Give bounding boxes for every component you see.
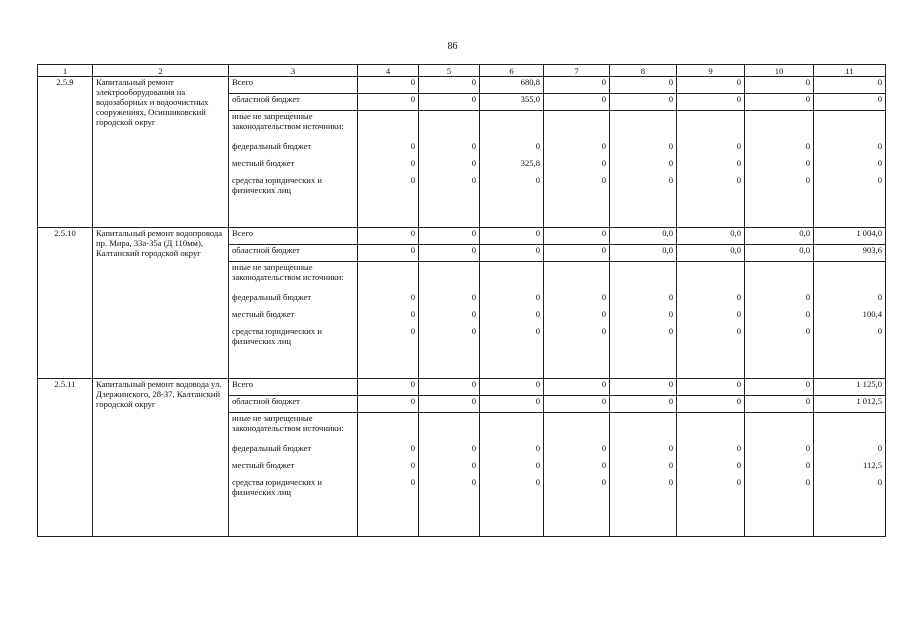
spacer (680, 262, 741, 292)
value-total: 0 (814, 77, 886, 94)
spacer (817, 262, 882, 292)
value-block (814, 262, 886, 379)
value-legal: 0 (668, 326, 673, 336)
value-regional: 0 (610, 94, 677, 111)
item-name: Капитальный ремонт электрооборудования на водозаборных и водоочистных сооружениях, Осинниковский городской округ (93, 77, 229, 228)
label-other-sources: иные не запрещенные законодательством источники: (232, 413, 344, 433)
value-legal: 0 (668, 477, 673, 487)
header-col-1: 1 (38, 65, 93, 77)
value-block (358, 413, 419, 537)
header-col-8: 8 (610, 65, 677, 77)
item-code: 2.5.10 (38, 228, 93, 379)
spacer (817, 111, 882, 141)
label-regional: областной бюджет (229, 94, 358, 111)
spacer (422, 413, 476, 443)
item-code: 2.5.9 (38, 77, 93, 228)
label-total: Всего (229, 228, 358, 245)
value-total: 0 (677, 77, 745, 94)
value-legal: 0 (877, 175, 882, 185)
spacer (361, 262, 415, 292)
value-block (745, 111, 814, 228)
value-federal: 0 (601, 141, 606, 151)
value-local: 0 (805, 158, 810, 168)
label-total: Всего (229, 379, 358, 396)
value-total: 0 (677, 379, 745, 396)
spacer (422, 262, 476, 292)
label-federal: федеральный бюджет (232, 292, 312, 302)
value-regional: 0 (480, 245, 544, 262)
value-regional: 0 (419, 245, 480, 262)
value-legal: 0 (471, 477, 476, 487)
value-legal: 0 (410, 477, 415, 487)
header-col-6: 6 (480, 65, 544, 77)
value-block (419, 413, 480, 537)
value-local: 0 (736, 460, 741, 470)
spacer (680, 413, 741, 443)
value-total: 0 (544, 228, 610, 245)
value-legal: 0 (410, 175, 415, 185)
value-federal: 0 (410, 443, 415, 453)
value-local: 0 (601, 158, 606, 168)
value-legal: 0 (736, 326, 741, 336)
spacer (748, 413, 810, 443)
row-total (38, 77, 886, 94)
header-col-9: 9 (677, 65, 745, 77)
header-col-5: 5 (419, 65, 480, 77)
spacer (422, 111, 476, 141)
value-local: 0 (736, 309, 741, 319)
value-federal: 0 (668, 443, 673, 453)
header-col-10: 10 (745, 65, 814, 77)
label-federal: федеральный бюджет (232, 443, 312, 453)
value-legal: 0 (471, 326, 476, 336)
value-legal: 0 (877, 326, 882, 336)
value-local: 0 (668, 158, 673, 168)
value-total: 1 125,0 (814, 379, 886, 396)
value-block (544, 111, 610, 228)
value-local: 100,4 (862, 309, 882, 319)
spacer (361, 413, 415, 443)
label-local: местный бюджет (232, 158, 295, 168)
label-legal: средства юридических и физических лиц (232, 477, 322, 497)
value-total: 0 (419, 379, 480, 396)
value-regional: 0 (745, 94, 814, 111)
value-legal: 0 (535, 477, 540, 487)
value-block (480, 111, 544, 228)
value-regional: 0 (358, 396, 419, 413)
spacer (483, 262, 540, 292)
value-block (358, 111, 419, 228)
value-local: 0 (736, 158, 741, 168)
value-block (745, 262, 814, 379)
value-total: 0 (480, 228, 544, 245)
header-col-11: 11 (814, 65, 886, 77)
value-legal: 0 (535, 175, 540, 185)
value-regional: 0 (419, 396, 480, 413)
budget-table (37, 64, 886, 537)
spacer (817, 413, 882, 443)
item-name: Капитальный ремонт водовода ул. Дзержинского, 28-37, Калтанский городской округ (93, 379, 229, 537)
value-regional: 0 (814, 94, 886, 111)
value-block (677, 262, 745, 379)
row-total (38, 228, 886, 245)
value-federal: 0 (805, 141, 810, 151)
spacer (361, 111, 415, 141)
spacer (547, 262, 606, 292)
value-total: 0 (544, 379, 610, 396)
value-federal: 0 (601, 292, 606, 302)
spacer (748, 262, 810, 292)
value-local: 112,5 (862, 460, 882, 470)
header-col-7: 7 (544, 65, 610, 77)
value-legal: 0 (805, 326, 810, 336)
spacer (613, 111, 673, 141)
value-block (358, 262, 419, 379)
value-total: 0 (745, 77, 814, 94)
value-block (745, 413, 814, 537)
value-total: 0 (480, 379, 544, 396)
value-regional: 0 (677, 396, 745, 413)
value-block (544, 413, 610, 537)
value-local: 0 (471, 309, 476, 319)
value-regional: 1 012,5 (814, 396, 886, 413)
value-block (480, 262, 544, 379)
value-block (610, 413, 677, 537)
value-local: 0 (668, 309, 673, 319)
spacer (547, 413, 606, 443)
value-federal: 0 (410, 141, 415, 151)
label-legal: средства юридических и физических лиц (232, 175, 322, 195)
value-local: 0 (805, 309, 810, 319)
value-block (610, 111, 677, 228)
value-total: 0 (419, 77, 480, 94)
value-legal: 0 (471, 175, 476, 185)
value-federal: 0 (471, 443, 476, 453)
value-legal: 0 (601, 326, 606, 336)
value-local: 0 (805, 460, 810, 470)
value-regional: 0 (358, 94, 419, 111)
header-col-3: 3 (229, 65, 358, 77)
value-legal: 0 (535, 326, 540, 336)
value-local: 0 (410, 158, 415, 168)
label-block (229, 262, 358, 379)
item-code: 2.5.11 (38, 379, 93, 537)
value-total: 0,0 (610, 228, 677, 245)
value-block (677, 413, 745, 537)
value-local: 0 (471, 460, 476, 470)
label-total: Всего (229, 77, 358, 94)
value-local: 0 (601, 460, 606, 470)
spacer (483, 413, 540, 443)
spacer (613, 413, 673, 443)
spacer (748, 111, 810, 141)
value-block (677, 111, 745, 228)
spacer (483, 111, 540, 141)
spacer (547, 111, 606, 141)
value-local: 0 (535, 460, 540, 470)
value-federal: 0 (535, 443, 540, 453)
value-regional: 0 (544, 94, 610, 111)
value-federal: 0 (601, 443, 606, 453)
value-block (814, 413, 886, 537)
value-total: 0 (358, 228, 419, 245)
value-regional: 0 (419, 94, 480, 111)
value-total: 0 (610, 77, 677, 94)
value-federal: 0 (668, 141, 673, 151)
value-federal: 0 (535, 292, 540, 302)
value-legal: 0 (736, 175, 741, 185)
value-block (419, 262, 480, 379)
value-block (814, 111, 886, 228)
value-local: 0 (410, 460, 415, 470)
value-total: 0 (745, 379, 814, 396)
header-col-4: 4 (358, 65, 419, 77)
value-regional: 0 (358, 245, 419, 262)
label-local: местный бюджет (232, 309, 295, 319)
value-block (544, 262, 610, 379)
value-legal: 0 (805, 477, 810, 487)
value-total: 0 (358, 379, 419, 396)
value-federal: 0 (410, 292, 415, 302)
page-number: 86 (447, 41, 458, 52)
value-regional: 0 (480, 396, 544, 413)
value-legal: 0 (601, 175, 606, 185)
value-local: 0 (877, 158, 882, 168)
value-federal: 0 (736, 443, 741, 453)
value-total: 1 004,0 (814, 228, 886, 245)
label-regional: областной бюджет (229, 396, 358, 413)
value-legal: 0 (668, 175, 673, 185)
label-block (229, 413, 358, 537)
value-federal: 0 (471, 141, 476, 151)
value-block (419, 111, 480, 228)
value-total: 0 (419, 228, 480, 245)
value-legal: 0 (410, 326, 415, 336)
label-other-sources: иные не запрещенные законодательством источники: (232, 111, 344, 131)
label-local: местный бюджет (232, 460, 295, 470)
value-federal: 0 (877, 443, 882, 453)
value-regional: 0 (544, 245, 610, 262)
label-legal: средства юридических и физических лиц (232, 326, 322, 346)
value-total: 0 (544, 77, 610, 94)
value-federal: 0 (668, 292, 673, 302)
value-regional: 0,0 (677, 245, 745, 262)
value-regional: 0 (745, 396, 814, 413)
value-legal: 0 (877, 477, 882, 487)
value-regional: 0 (610, 396, 677, 413)
header-row (38, 65, 886, 77)
value-regional: 355,0 (480, 94, 544, 111)
header-col-2: 2 (93, 65, 229, 77)
label-federal: федеральный бюджет (232, 141, 312, 151)
value-total: 0,0 (677, 228, 745, 245)
value-regional: 0 (544, 396, 610, 413)
value-local: 0 (535, 309, 540, 319)
row-total (38, 379, 886, 396)
value-federal: 0 (877, 292, 882, 302)
value-regional: 0,0 (745, 245, 814, 262)
value-block (610, 262, 677, 379)
label-regional: областной бюджет (229, 245, 358, 262)
value-block (480, 413, 544, 537)
value-legal: 0 (601, 477, 606, 487)
value-federal: 0 (535, 141, 540, 151)
value-federal: 0 (736, 141, 741, 151)
value-federal: 0 (805, 292, 810, 302)
value-regional: 903,6 (814, 245, 886, 262)
value-legal: 0 (805, 175, 810, 185)
value-local: 0 (668, 460, 673, 470)
value-local: 0 (471, 158, 476, 168)
value-federal: 0 (471, 292, 476, 302)
value-total: 0,0 (745, 228, 814, 245)
value-local: 325,8 (520, 158, 540, 168)
value-federal: 0 (805, 443, 810, 453)
value-total: 0 (610, 379, 677, 396)
value-federal: 0 (877, 141, 882, 151)
value-federal: 0 (736, 292, 741, 302)
value-regional: 0,0 (610, 245, 677, 262)
spacer (613, 262, 673, 292)
value-legal: 0 (736, 477, 741, 487)
label-other-sources: иные не запрещенные законодательством источники: (232, 262, 344, 282)
value-regional: 0 (677, 94, 745, 111)
spacer (680, 111, 741, 141)
value-local: 0 (410, 309, 415, 319)
value-total: 680,8 (480, 77, 544, 94)
item-name: Капитальный ремонт водопровода пр. Мира, 33а-35а (Д 110мм), Калтанский городской округ (93, 228, 229, 379)
value-local: 0 (601, 309, 606, 319)
label-block (229, 111, 358, 228)
value-total: 0 (358, 77, 419, 94)
